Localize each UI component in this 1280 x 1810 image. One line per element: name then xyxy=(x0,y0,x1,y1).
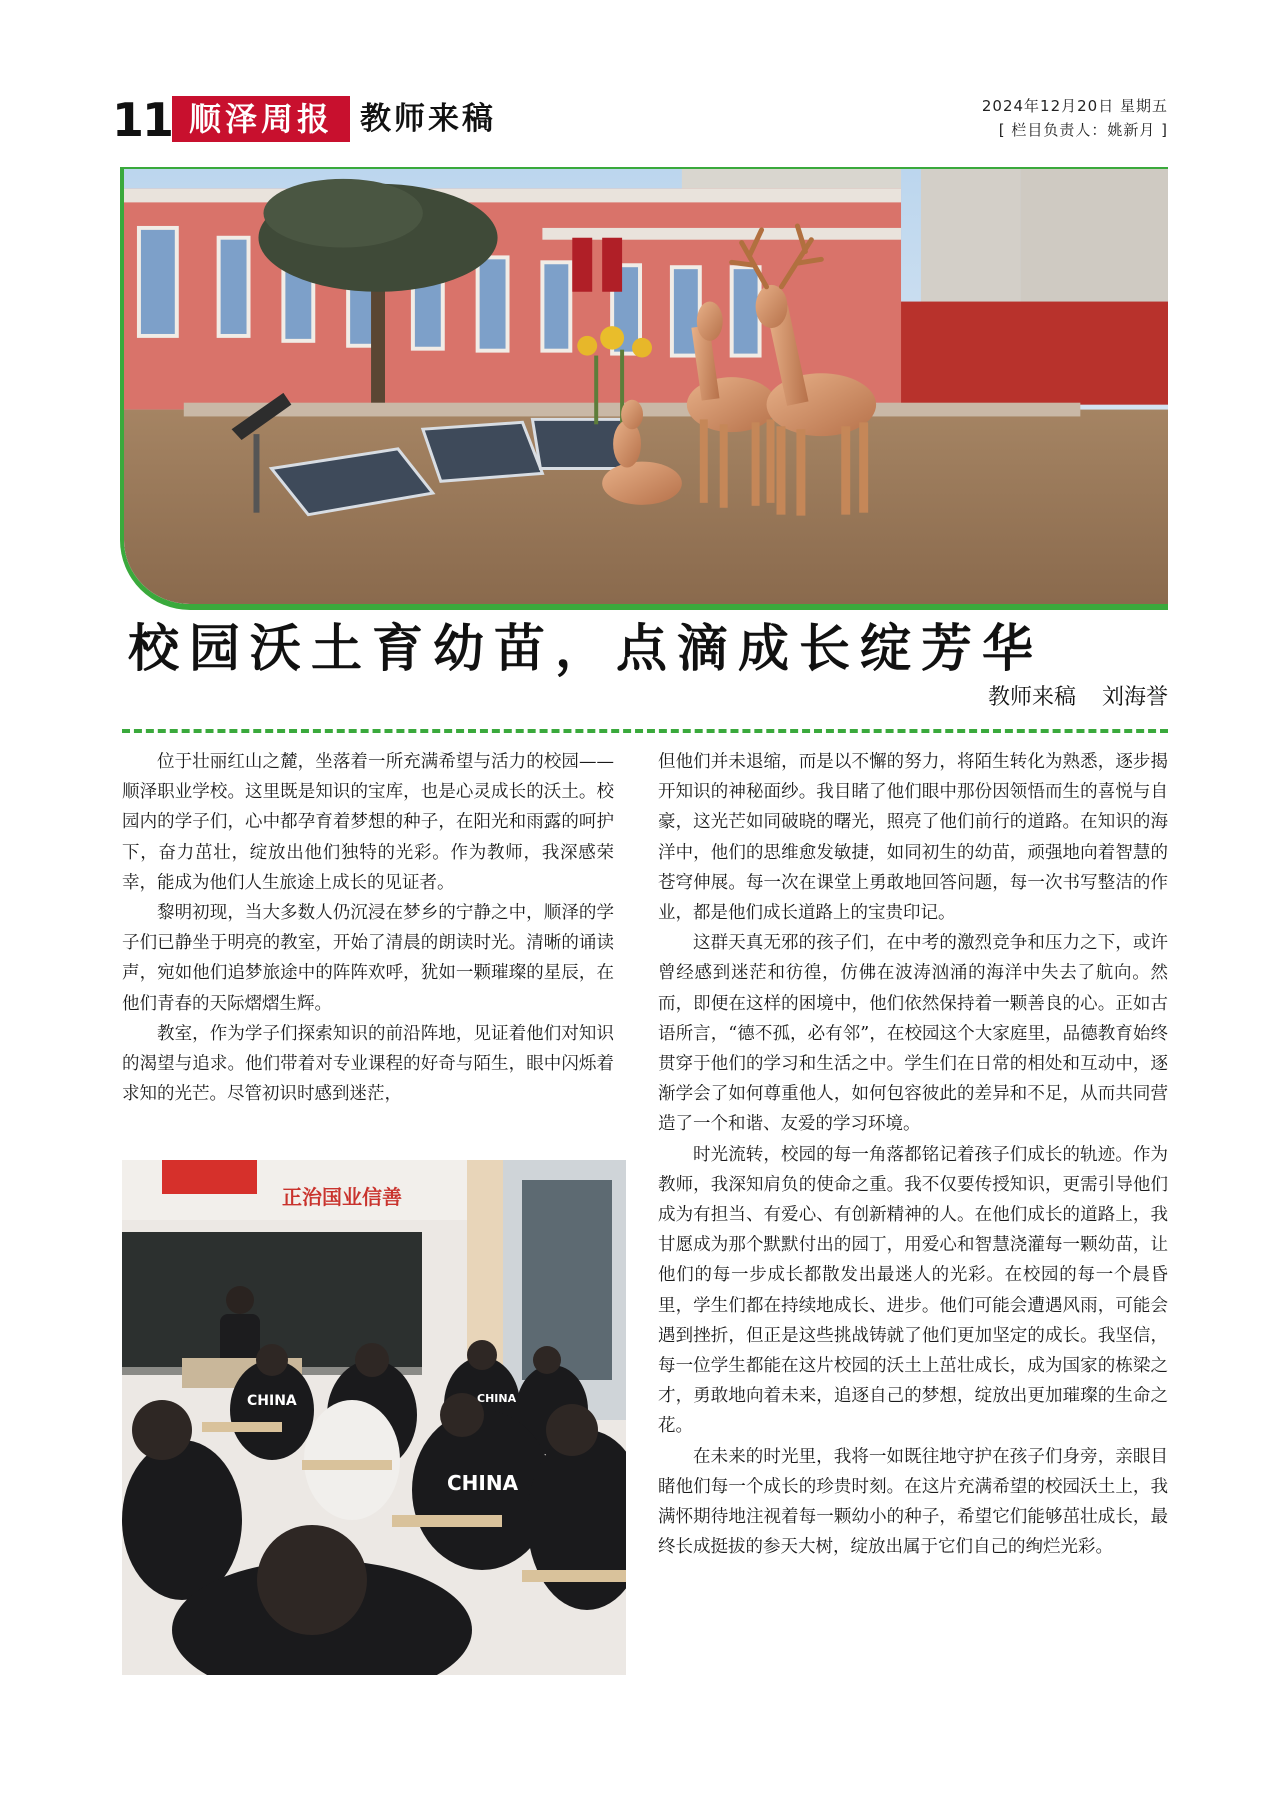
article-right-column xyxy=(658,747,1168,1562)
classroom-slogan: 正治国业信善 xyxy=(282,1185,402,1209)
issue-date: 2024年12月20日 星期五 xyxy=(981,97,1168,115)
paragraph: 位于壮丽红山之麓，坐落着一所充满希望与活力的校园——顺泽职业学校。这里既是知识的宝库，也是心灵成长的沃土。校园内的学子们，心中都孕育着梦想的种子，在阳光和雨露的呵护下，奋力茁壮，绽放出他们独特的光彩。作为教师，我深感荣幸，能成为他们人生旅途上成长的见证者。 xyxy=(122,752,614,893)
column-editor: [ 栏目负责人：姚新月 ] xyxy=(998,121,1168,139)
paragraph-continued: 但他们并未退缩，而是以不懈的努力，将陌生转化为熟悉，逐步揭开知识的神秘面纱。我目睹了他们眼中那份因领悟而生的喜悦与自豪，这光芒如同破晓的曙光，照亮了他们前行的道路。在知识的海洋中，他们的思维愈发敏捷，如同初生的幼苗，顽强地向着智慧的苍穹伸展。每一次在课堂上勇敢地回答问题，每一次书写整洁的作业，都是他们成长道路上的宝贵印记。 xyxy=(658,752,1168,924)
byline-category: 教师来稿 xyxy=(987,685,1076,710)
paragraph: 黎明初现，当大多数人仍沉浸在梦乡的宁静之中，顺泽的学子们已静坐于明亮的教室，开始了清晨的朗读时光。清晰的诵读声，宛如他们追梦旅途中的阵阵欢呼，犹如一颗璀璨的星辰，在他们青春的天际熠熠生辉。 xyxy=(122,903,614,1014)
paragraph: 这群天真无邪的孩子们，在中考的激烈竞争和压力之下，或许曾经感到迷茫和彷徨，仿佛在波涛汹涌的海洋中失去了航向。然而，即便在这样的困境中，他们依然保持着一颗善良的心。正如古语所言，“德不孤，必有邻”，在校园这个大家庭里，品德教育始终贯穿于他们的学习和生活之中。学生们在日常的相处和互动中，逐渐学会了如何尊重他人，如何包容彼此的差异和不足，从而共同营造了一个和谐、友爱的学习环境。 xyxy=(658,933,1168,1135)
byline xyxy=(988,681,1168,715)
date-block xyxy=(982,94,1168,142)
paragraph: 时光流转，校园的每一角落都铭记着孩子们成长的轨迹。作为教师，我深知肩负的使命之重。我不仅要传授知识，更需引导他们成为有担当、有爱心、有创新精神的人。在他们成长的道路上，我甘愿成为那个默默付出的园丁，用爱心和智慧浇灌每一颗幼苗，让他们的每一步成长都散发出最迷人的光彩。在校园的每一个晨昏里，学生们都在持续地成长、进步。他们可能会遭遇风雨，可能会遇到挫折，但正是这些挑战铸就了他们更加坚定的成长。我坚信，每一位学生都能在这片校园的沃土上茁壮成长，成为国家的栋梁之才，勇敢地向着未来，追逐自己的梦想，绽放出更加璀璨的生命之花。 xyxy=(658,1144,1168,1437)
campus-deer-photo xyxy=(124,169,1168,604)
article-left-column xyxy=(122,747,614,1109)
paper-name-logo: 顺泽周报 xyxy=(172,96,350,142)
paragraph: 教室，作为学子们探索知识的前沿阵地，见证着他们对知识的渴望与追求。他们带着对专业课程的好奇与陌生，眼中闪烁着求知的光芒。尽管初识时感到迷茫， xyxy=(122,1023,614,1105)
article-title: 校园沃土育幼苗，点滴成长绽芳华 xyxy=(128,620,1044,679)
green-dashed-divider xyxy=(122,729,1168,733)
paragraph: 在未来的时光里，我将一如既往地守护在孩子们身旁，亲眼目睹他们每一个成长的珍贵时刻。在这片充满希望的校园沃土上，我满怀期待地注视着每一颗幼小的种子，希望它们能够茁壮成长，最终长成挺拔的参天大树，绽放出属于它们自己的绚烂光彩。 xyxy=(658,1446,1168,1558)
students-in-classroom-photo xyxy=(122,1160,626,1675)
byline-author: 刘海誉 xyxy=(1101,685,1168,710)
jacket-print: CHINA xyxy=(247,1393,297,1409)
masthead xyxy=(112,92,1168,152)
hero-photo xyxy=(120,167,1168,610)
section-name: 教师来稿 xyxy=(360,101,496,137)
classroom-photo xyxy=(122,1160,626,1675)
page-number: 11 xyxy=(112,93,173,147)
jacket-print: CHINA xyxy=(447,1471,519,1495)
jacket-print: CHINA xyxy=(477,1392,517,1405)
